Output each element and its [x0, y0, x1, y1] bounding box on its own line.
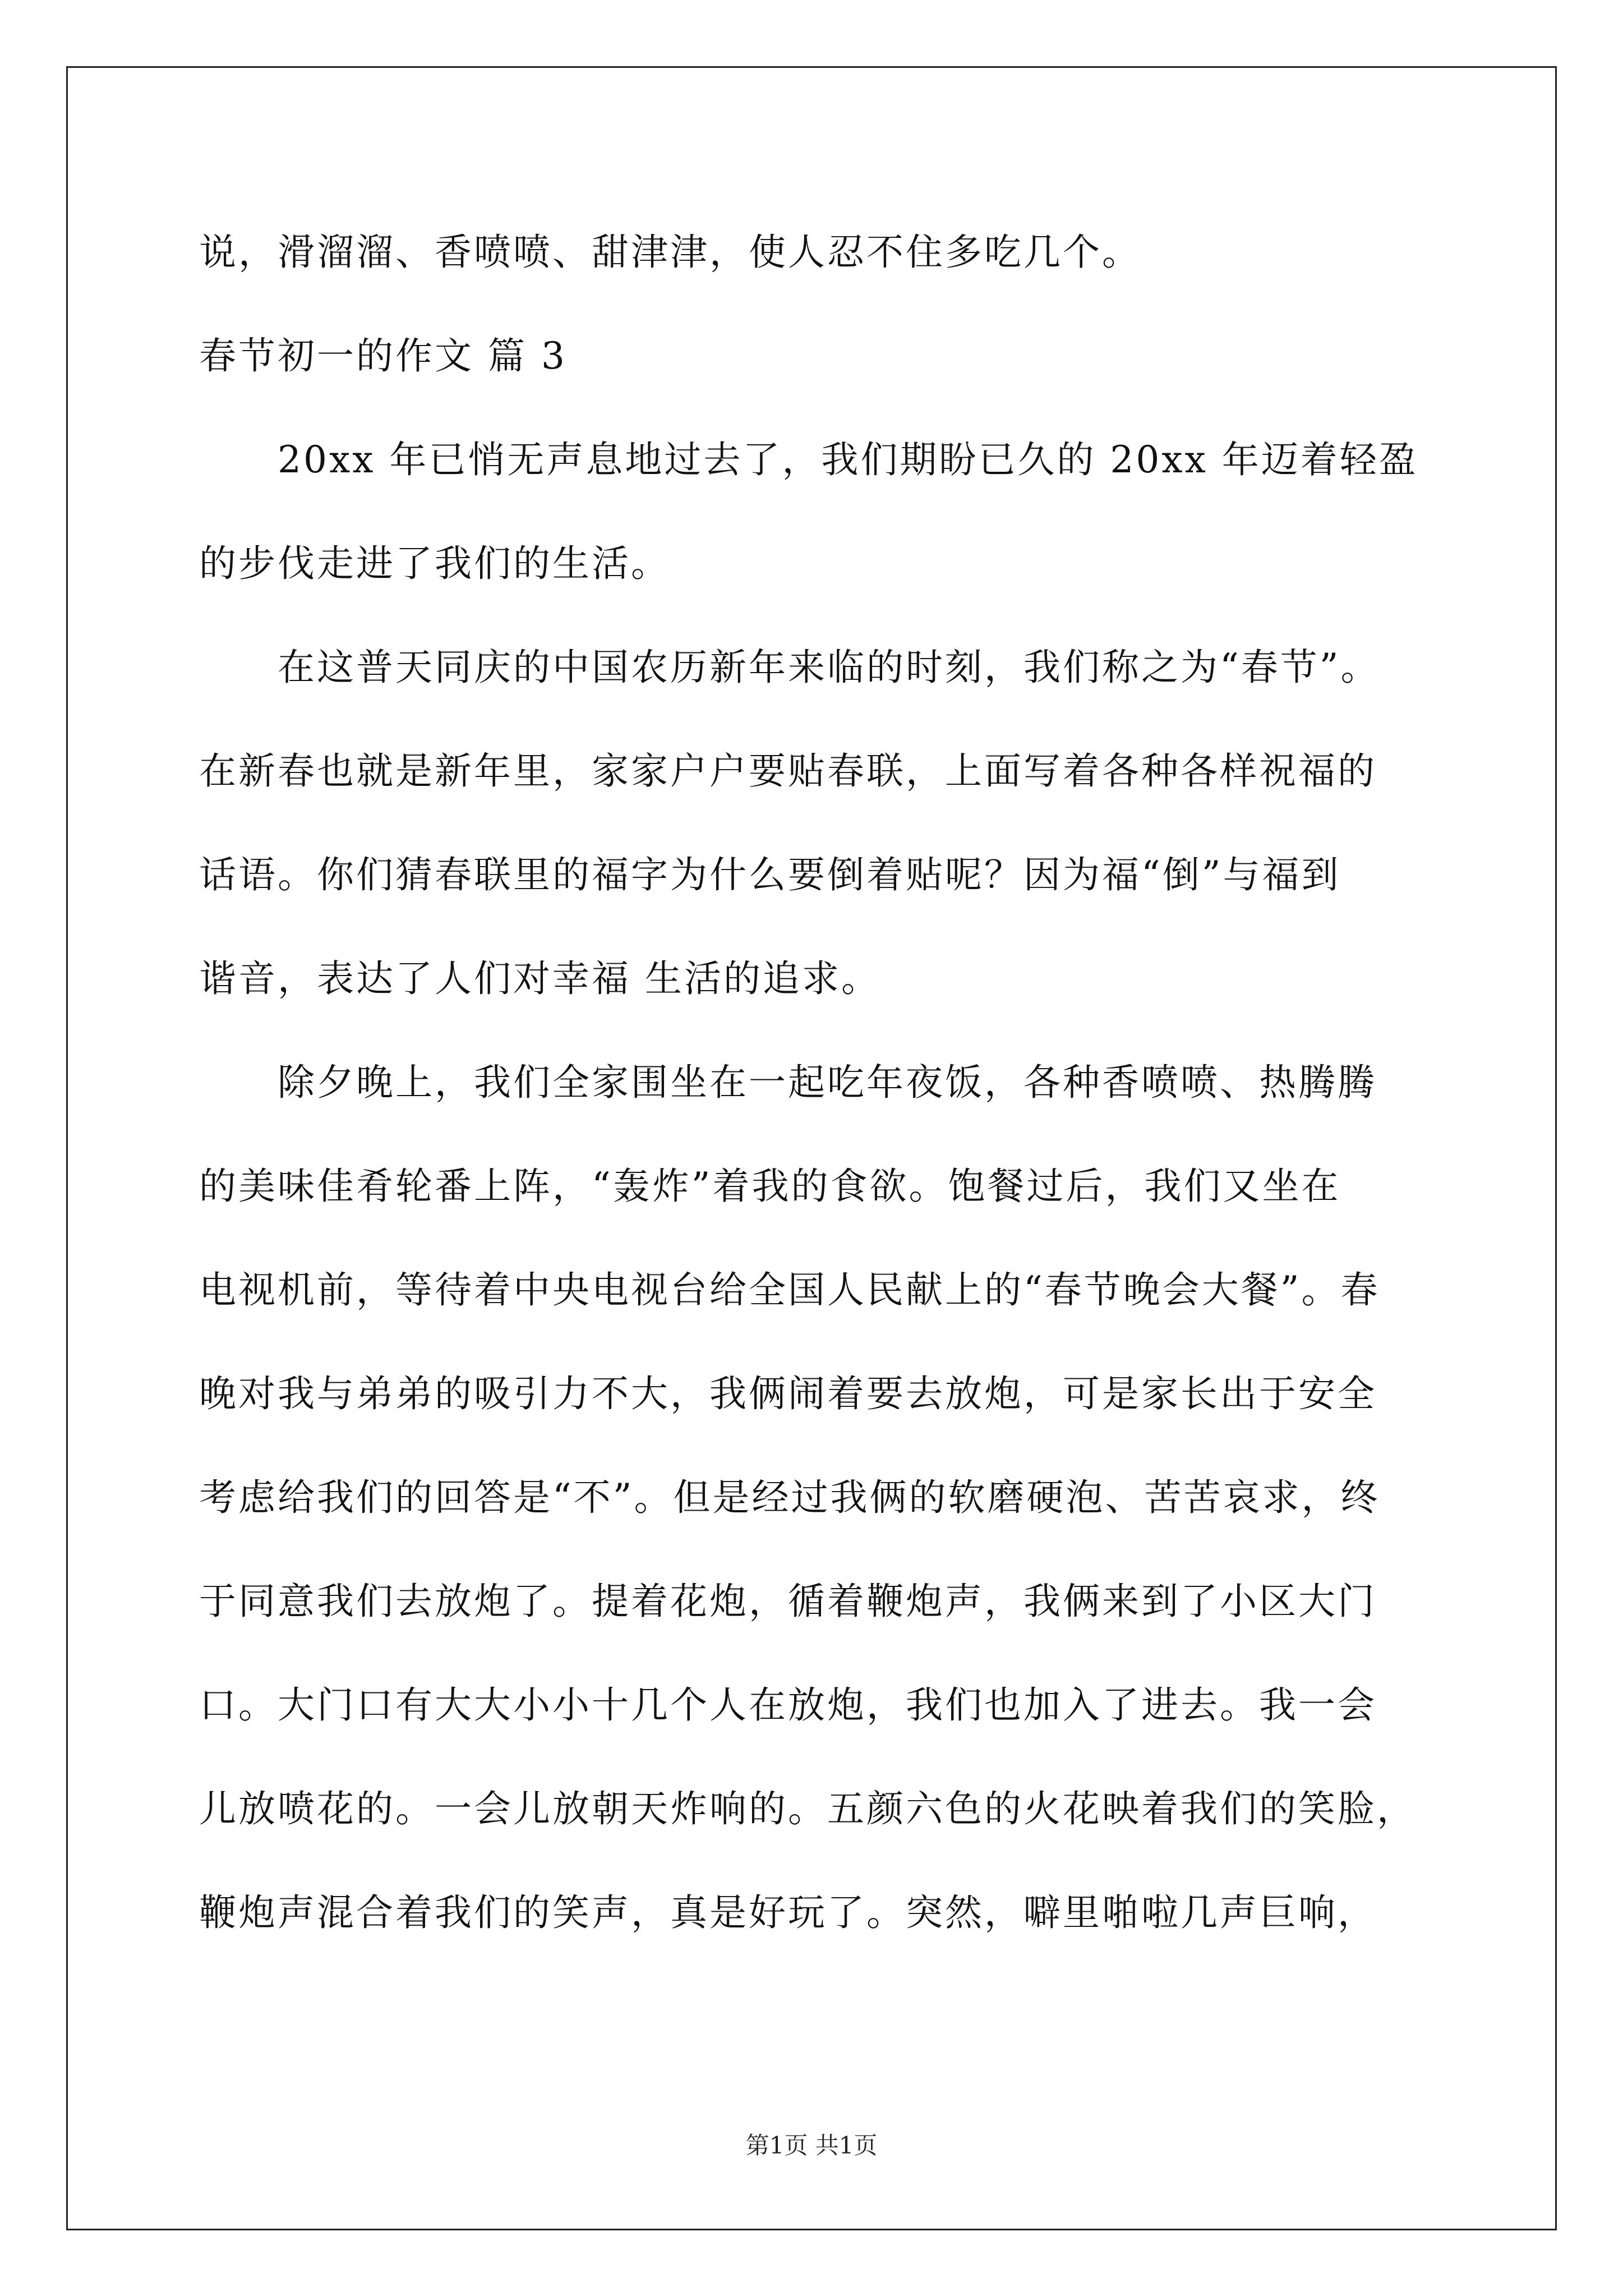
text-line: 除夕晚上，我们全家围坐在一起吃年夜饭，各种香喷喷、热腾腾	[278, 1061, 1377, 1104]
text-line: 考虑给我们的回答是“不”。但是经过我俩的软磨硬泡、苦苦哀求，终	[199, 1476, 1380, 1519]
text-line: 谐音，表达了人们对幸福 生活的追求。	[199, 957, 880, 1000]
text-line: 的美味佳肴轮番上阵，“轰炸”着我的食欲。饱餐过后，我们又坐在	[199, 1165, 1341, 1208]
text-line: 儿放喷花的。一会儿放朝天炸响的。五颜六色的火花映着我们的笑脸，	[199, 1787, 1416, 1830]
text-line: 在新春也就是新年里，家家户户要贴春联，上面写着各种各样祝福的	[199, 749, 1377, 793]
page-number-footer: 第1页 共1页	[745, 2132, 878, 2159]
text-line: 说，滑溜溜、香喷喷、甜津津，使人忍不住多吃几个。	[199, 231, 1141, 274]
text-line: 晚对我与弟弟的吸引力不大，我俩闹着要去放炮，可是家长出于安全	[199, 1372, 1377, 1415]
text-line: 口。大门口有大大小小十几个人在放炮，我们也加入了进去。我一会	[199, 1683, 1377, 1727]
text-line: 话语。你们猜春联里的福字为什么要倒着贴呢？因为福“倒”与福到	[199, 853, 1341, 896]
text-line: 20xx 年已悄无声息地过去了，我们期盼已久的 20xx 年迈着轻盈	[278, 438, 1418, 481]
text-line: 于同意我们去放炮了。提着花炮，循着鞭炮声，我俩来到了小区大门	[199, 1580, 1377, 1623]
text-line: 鞭炮声混合着我们的笑声，真是好玩了。突然，噼里啪啦几声巨响，	[199, 1891, 1377, 1934]
text-line: 电视机前，等待着中央电视台给全国人民献上的“春节晚会大餐”。春	[199, 1268, 1380, 1312]
section-heading: 春节初一的作文 篇 3	[199, 334, 567, 378]
text-line: 的步伐走进了我们的生活。	[199, 542, 670, 585]
text-line: 在这普天同庆的中国农历新年来临的时刻，我们称之为“春节”。	[278, 646, 1380, 689]
